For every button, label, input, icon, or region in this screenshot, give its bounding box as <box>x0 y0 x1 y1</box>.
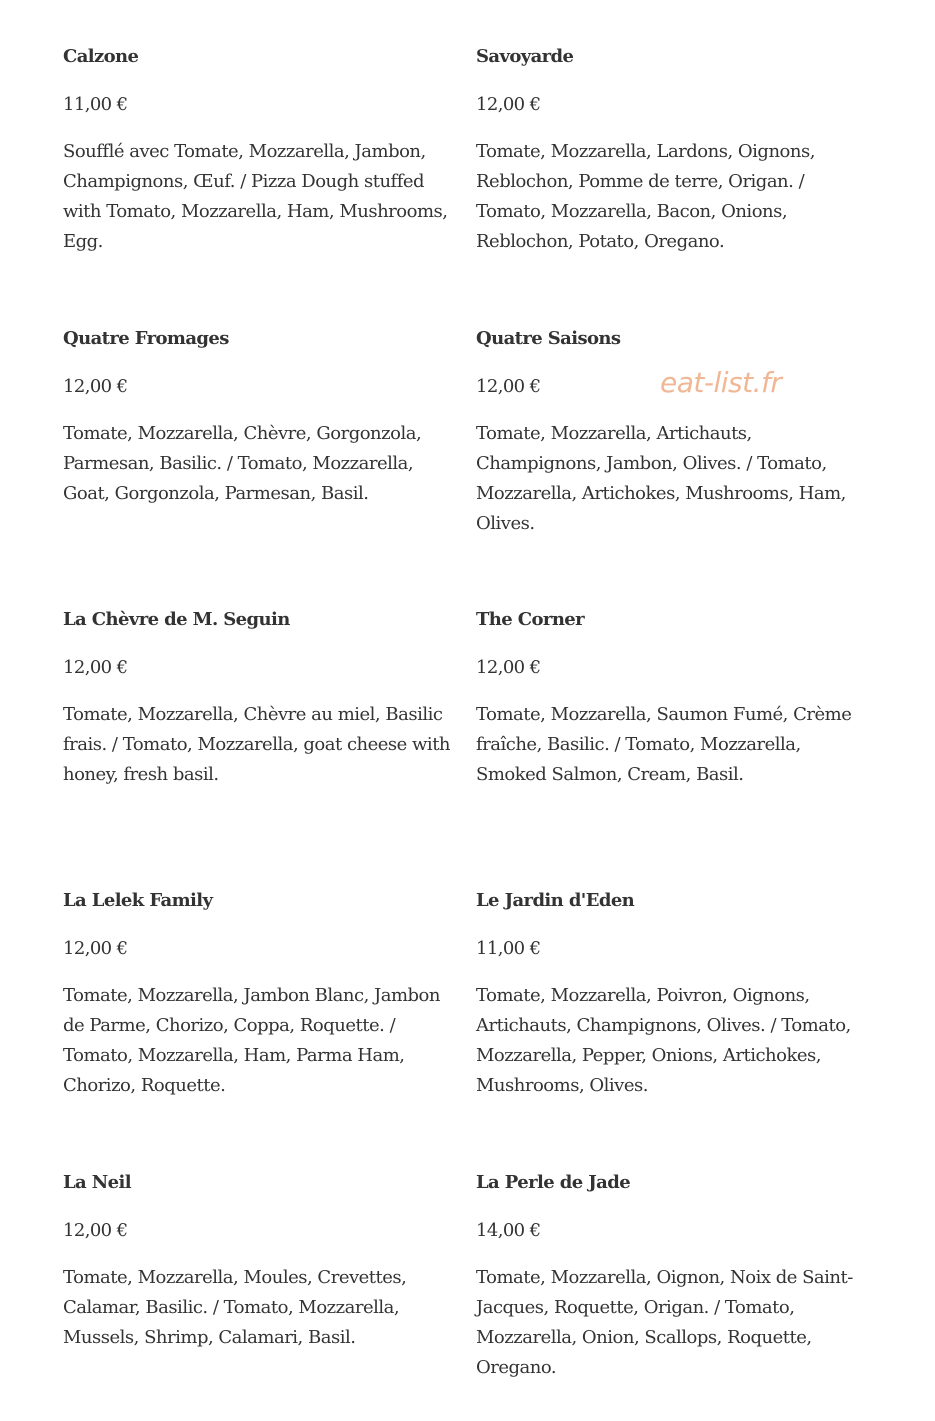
item-price: 11,00 € <box>476 938 541 959</box>
item-price: 11,00 € <box>63 94 128 115</box>
item-name: The Corner <box>476 609 585 630</box>
item-price: 12,00 € <box>476 376 541 397</box>
item-name: Quatre Fromages <box>63 328 229 349</box>
item-price: 12,00 € <box>476 657 541 678</box>
menu-item-la-perle-de-jade <box>476 1170 866 1383</box>
item-price: 12,00 € <box>63 938 128 959</box>
item-description: Tomate, Mozzarella, Artichauts, Champignons, Jambon, Olives. / Tomato, Mozzarella, Artichokes, Mushrooms, Ham, Olives. <box>476 423 846 534</box>
item-name: La Perle de Jade <box>476 1172 631 1193</box>
item-description: Tomate, Mozzarella, Oignon, Noix de Saint-Jacques, Roquette, Origan. / Tomato, Mozzarella, Onion, Scallops, Roquette, Oregano. <box>476 1267 853 1378</box>
menu-item-quatre-saisons <box>476 326 866 539</box>
menu-item-savoyarde <box>476 44 866 257</box>
item-description: Tomate, Mozzarella, Moules, Crevettes, Calamar, Basilic. / Tomato, Mozzarella, Mussels, Shrimp, Calamari, Basil. <box>63 1267 407 1348</box>
item-description: Tomate, Mozzarella, Chèvre, Gorgonzola, Parmesan, Basilic. / Tomato, Mozzarella, Goat, Gorgonzola, Parmesan, Basil. <box>63 423 422 504</box>
item-name: La Chèvre de M. Seguin <box>63 609 290 630</box>
item-description: Tomate, Mozzarella, Poivron, Oignons, Artichauts, Champignons, Olives. / Tomato, Mozzarella, Pepper, Onions, Artichokes, Mushrooms, Olives. <box>476 985 851 1096</box>
item-name: Le Jardin d'Eden <box>476 890 635 911</box>
item-description: Tomate, Mozzarella, Lardons, Oignons, Reblochon, Pomme de terre, Origan. / Tomato, Mozzarella, Bacon, Onions, Reblochon, Potato, Oregano. <box>476 141 815 252</box>
item-name: Quatre Saisons <box>476 328 621 349</box>
item-name: Savoyarde <box>476 46 574 67</box>
item-price: 12,00 € <box>63 657 128 678</box>
item-price: 12,00 € <box>63 1220 128 1241</box>
menu-item-the-corner <box>476 607 866 790</box>
item-description: Tomate, Mozzarella, Saumon Fumé, Crème fraîche, Basilic. / Tomato, Mozzarella, Smoked Salmon, Cream, Basil. <box>476 704 852 785</box>
item-name: Calzone <box>63 46 139 67</box>
item-price: 12,00 € <box>63 376 128 397</box>
item-description: Soufflé avec Tomate, Mozzarella, Jambon, Champignons, Œuf. / Pizza Dough stuffed with Tomato, Mozzarella, Ham, Mushrooms, Egg. <box>63 141 448 252</box>
menu-item-la-lelek-family <box>63 888 453 1101</box>
menu-item-calzone <box>63 44 453 257</box>
menu-item-la-chevre-de-m-seguin <box>63 607 453 790</box>
watermark: eat-list.fr <box>660 366 782 399</box>
item-name: La Neil <box>63 1172 131 1193</box>
item-price: 12,00 € <box>476 94 541 115</box>
item-description: Tomate, Mozzarella, Chèvre au miel, Basilic frais. / Tomato, Mozzarella, goat cheese with honey, fresh basil. <box>63 704 451 785</box>
menu-item-la-neil <box>63 1170 453 1353</box>
item-description: Tomate, Mozzarella, Jambon Blanc, Jambon de Parme, Chorizo, Coppa, Roquette. / Tomato, Mozzarella, Ham, Parma Ham, Chorizo, Roquette. <box>63 985 440 1096</box>
item-price: 14,00 € <box>476 1220 541 1241</box>
menu-item-le-jardin-d-eden <box>476 888 866 1101</box>
item-name: La Lelek Family <box>63 890 213 911</box>
menu-item-quatre-fromages <box>63 326 453 509</box>
